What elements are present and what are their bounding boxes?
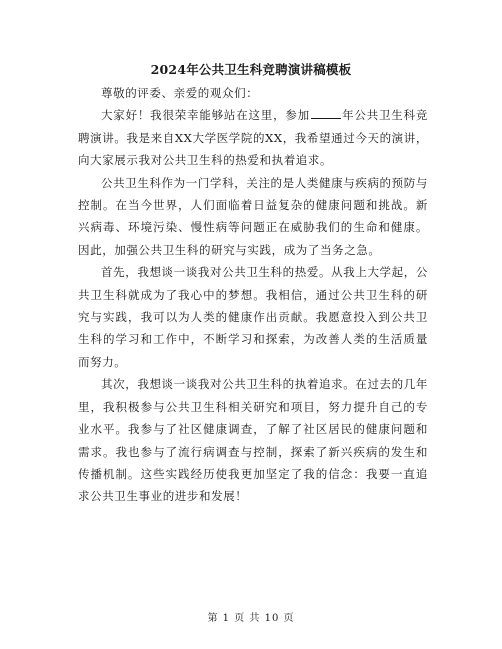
paragraph-1 (78, 104, 428, 171)
paragraph-4: 其次，我想谈一谈我对公共卫生科的执着追求。在过去的几年里，我积极参与公共卫生科相关研究和项目，努力提升自己的专业水平。我参与了社区健康调查，了解了社区居民的健康问题和需求。我也参与了流行病调查与控制，探索了新兴疾病的发生和传播机制。这些实践经历使我更加坚定了我的信念：我要一直追求公共卫生事业的进步和发展！ (78, 377, 428, 504)
paragraph-1-end: 年公共卫生科竞聘演讲。我是来自XX大学医学院的XX，我希望通过今天的演讲，向大家展示我对公共卫生科的热爱和执着追求。 (78, 108, 428, 168)
paragraph-1-start: 大家好！我很荣幸能够站在这里，参加 (101, 108, 310, 123)
paragraph-3: 首先，我想谈一谈我对公共卫生科的热爱。从我上大学起，公共卫生科就成为了我心中的梦想。我相信，通过公共卫生科的研究与实践，我可以为人类的健康作出贡献。我愿意投入到公共卫生科的学习和工作中，不断学习和探索，为改善人类的生活质量而努力。 (78, 265, 428, 369)
paragraph-2: 公共卫生科作为一门学科，关注的是人类健康与疾病的预防与控制。在当今世界，人们面临着日益复杂的健康问题和挑战。新兴病毒、环境污染、慢性病等问题正在威胁我们的生命和健康。因此，加强公共卫生科的研究与实践，成为了当务之急。 (78, 175, 428, 257)
page-number: 第 1 页 共 10 页 (207, 613, 295, 624)
salutation: 尊敬的评委、亲爱的观众们： (101, 86, 259, 100)
fill-in-blank (311, 108, 341, 119)
document-body (78, 82, 428, 508)
document-title: 2024年公共卫生科竞聘演讲稿模板 (150, 62, 352, 77)
